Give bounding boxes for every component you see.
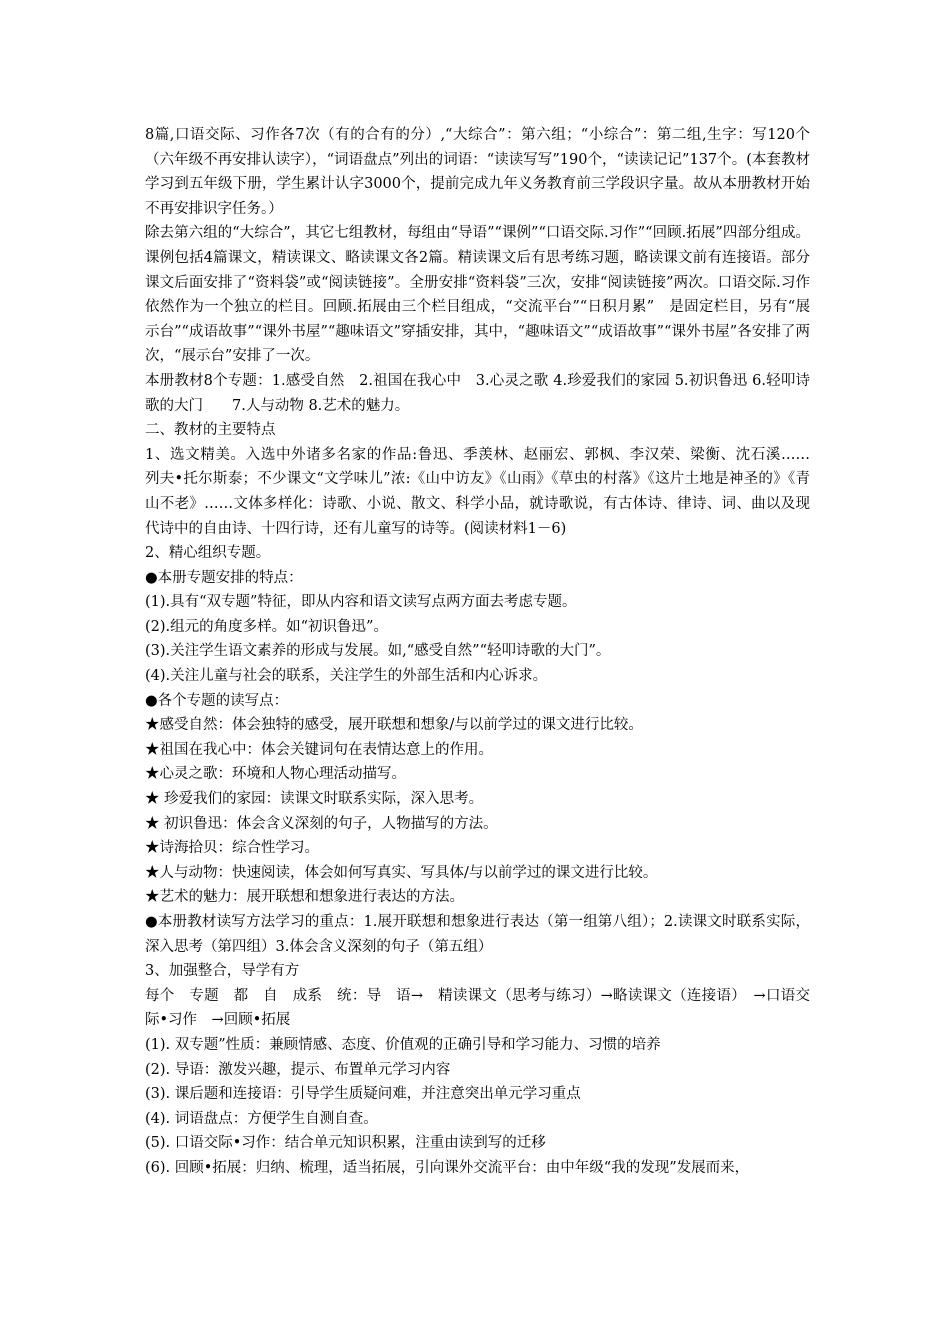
star-item: ★诗海拾贝：综合性学习。 <box>145 840 319 857</box>
paragraph-topics: 本册教材8个专题：1.感受自然 2.祖国在我心中 3.心灵之歌 4.珍爱我们的家园 5.初识鲁迅 6.轻叩诗歌的大门 7.人与动物 8.艺术的魅力。 <box>145 372 810 414</box>
bullet-topic-features: ●本册专题安排的特点： <box>145 569 303 586</box>
star-item: ★心灵之歌：环境和人物心理活动描写。 <box>145 766 406 783</box>
list-item: (2). 导语：激发兴趣，提示、布置单元学习内容 <box>145 1061 451 1078</box>
paragraph-stats: 8篇,口语交际、习作各7次（有的合有的分）,“大综合”：第六组；“小综合”：第二组,生字：写120个（六年级不再安排认读字），“词语盘点”列出的词语：“读读写写”190个，“读读记记”137个。(本套教材学习到五年级下册，学生累计认字3000个，提前完成九年义务教育前三学段识字量。故从本册教材开始不再安排识字任务。） <box>145 127 810 217</box>
paragraph-feature-1: 1、选文精美。入选中外诸多名家的作品:鲁迅、季羡林、赵丽宏、郭枫、李汉荣、梁衡、沈石溪…… 列夫•托尔斯泰；不少课文“文学味儿”浓:《山中访友》《山雨》《草虫的村落》《这片土地是神圣的》《青山不老》……文体多样化：诗歌、小说、散文、科学小品，就诗歌说，有古体诗、律诗、词、曲以及现代诗中的自由诗、十四行诗，还有儿童写的诗等。(阅读材料1－6) <box>145 446 839 537</box>
star-item: ★祖国在我心中：体会关键词句在表情达意上的作用。 <box>145 741 493 758</box>
list-item: (4).关注儿童与社会的联系，关注学生的外部生活和内心诉求。 <box>145 668 548 685</box>
star-item: ★感受自然：体会独特的感受，展开联想和想象/与以前学过的课文进行比较。 <box>145 717 643 734</box>
paragraph-feature-2-heading: 2、精心组织专题。 <box>145 545 271 562</box>
star-item: ★人与动物：快速阅读，体会如何写真实、写具体/与以前学过的课文进行比较。 <box>145 864 658 881</box>
paragraph-system-flow: 每个 专题 都 自 成系 统：导 语→ 精读课文（思考与练习）→略读课文（连接语） →口语交际•习作 →回顾•拓展 <box>145 987 810 1029</box>
paragraph-feature-3-heading: 3、加强整合，导学有方 <box>145 963 300 980</box>
paragraph-structure: 除去第六组的“大综合”，其它七组教材，每组由“导语”“课例”“口语交际.习作”“回顾.拓展”四部分组成。课例包括4篇课文，精读课文、略读课文各2篇。精读课文后有思考练习题，略读课文前有连接语。部分课文后面安排了“资料袋”或“阅读链接”。全册安排“资料袋”三次，安排“阅读链接”两次。口语交际.习作依然作为一个独立的栏目。回顾.拓展由三个栏目组成，“交流平台”“日积月累” 是固定栏目，另有“展示台”“成语故事”“课外书屋”“趣味语文”穿插安排，其中，“趣味语文”“成语故事”“课外书屋”各安排了两次，“展示台”安排了一次。 <box>145 225 810 365</box>
list-item: (3).关注学生语文素养的形成与发展。如,“感受自然”“轻叩诗歌的大门”。 <box>145 643 611 660</box>
bullet-method-focus: ●本册教材读写方法学习的重点：1.展开联想和想象进行表达（第一组第八组）；2.读课文时联系实际，深入思考（第四组）3.体会含义深刻的句子（第五组） <box>145 914 810 955</box>
list-item: (4). 词语盘点：方便学生自测自查。 <box>145 1110 378 1127</box>
list-item: (1).具有“双专题”特征，即从内容和语文读写点两方面去考虑专题。 <box>145 594 577 611</box>
list-item: (6). 回顾•拓展：归纳、梳理，适当拓展，引向课外交流平台：由中年级“我的发现”发展而来， <box>145 1159 750 1176</box>
star-item: ★ 初识鲁迅：体会含义深刻的句子，人物描写的方法。 <box>145 815 498 832</box>
document-body <box>145 123 839 1181</box>
star-item: ★ 珍爱我们的家园：读课文时联系实际，深入思考。 <box>145 791 484 808</box>
list-item: (1). 双专题”性质：兼顾情感、态度、价值观的正确引导和学习能力、习惯的培养 <box>145 1036 661 1053</box>
star-item: ★艺术的魅力：展开联想和想象进行表达的方法。 <box>145 889 464 906</box>
list-item: (3). 课后题和连接语：引导学生质疑问难，并注意突出单元学习重点 <box>145 1086 581 1103</box>
list-item: (2).组元的角度多样。如“初识鲁迅”。 <box>145 618 388 635</box>
bullet-reading-writing-points: ●各个专题的读写点： <box>145 692 289 709</box>
section-heading-features: 二、教材的主要特点 <box>145 422 276 439</box>
list-item: (5). 口语交际•习作：结合单元知识积累，注重由读到写的迁移 <box>145 1135 546 1152</box>
